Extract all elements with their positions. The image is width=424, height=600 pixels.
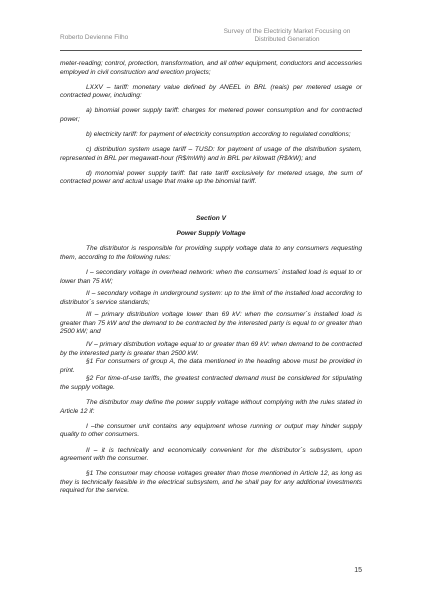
paragraph: II – it is technically and economically convenient for the distributor´s subsystem, upon agreement with the consumer. <box>60 446 362 463</box>
author-name: Roberto Devienne Filho <box>60 34 129 41</box>
paragraph: I –the consumer unit contains any equipment whose running or output may hinder supply quality to other consumers. <box>60 422 362 439</box>
paragraph: d) monomial power supply tariff: flat rate tariff exclusively for metered usage, the sum of contracted power and actual usage that make up the binomial tariff. <box>60 169 362 186</box>
paragraph: The distributor is responsible for providing supply voltage data to any consumers requesting them, according to the following rules: <box>60 245 362 261</box>
paragraph: II – secondary voltage in underground system: up to the limit of the installed load according to distributor´s service standards; <box>60 290 362 306</box>
paragraph: I – secondary voltage in overhead network: when the consumers´ installed load is equal to or lower than 75 kW; <box>60 268 362 285</box>
paragraph: meter-reading; control, protection, transformation, and all other equipment, conductors and accessories employed in civil construction and erection projects; <box>60 60 362 76</box>
paragraph: §1 The consumer may choose voltages greater than those mentioned in Article 12, as long as they is technically feasible in the electrical subsystem, and he shall pay for any additional investments required for the service. <box>60 470 362 495</box>
paragraph: LXXV – tariff: monetary value defined by ANEEL in BRL (reais) per metered usage or contracted power, including: <box>60 83 362 100</box>
paragraph: b) electricity tariff: for payment of electricity consumption according to regulated conditions; <box>86 131 351 139</box>
section-heading: Section V <box>195 215 227 223</box>
paragraph: §2 For time-of-use tariffs, the greatest contracted demand must be considered for stipulating the supply voltage. <box>60 375 362 392</box>
paragraph: c) distribution system usage tariff – TUSD: for payment of usage of the distribution system, represented in BRL per megawatt-hour (R$/mWh) and in BRL per kilowatt (R$/kW); and <box>60 146 362 162</box>
header-rule <box>60 50 362 51</box>
paragraph: The distributor may define the power supply voltage without complying with the rules stated in Article 12 if: <box>60 399 362 415</box>
page-body <box>60 60 362 496</box>
page-header <box>60 24 362 48</box>
document-title-line-2: Distributed Generation <box>254 36 320 43</box>
paragraph: a) binomial power supply tariff: charges for metered power consumption and for contracted power; <box>60 107 362 123</box>
paragraph: §1 For consumers of group A, the data mentioned in the heading above must be provided in print. <box>60 358 362 374</box>
section-title: Power Supply Voltage <box>176 230 246 238</box>
paragraph: IV – primary distribution voltage equal to or greater than 69 kV: when demand to be contracted by the interested party is greater than 2500 kW. <box>60 341 362 357</box>
paragraph: III – primary distribution voltage lower than 69 kV: when the consumer´s installed load is greater than 75 kW and the demand to be contracted by the interested party is equal to or greater than 2500 kW; and <box>60 311 362 336</box>
page-number: 15 <box>354 567 362 574</box>
document-title <box>212 28 362 44</box>
document-title-line-1: Survey of the Electricity Market Focusing on <box>223 28 351 35</box>
